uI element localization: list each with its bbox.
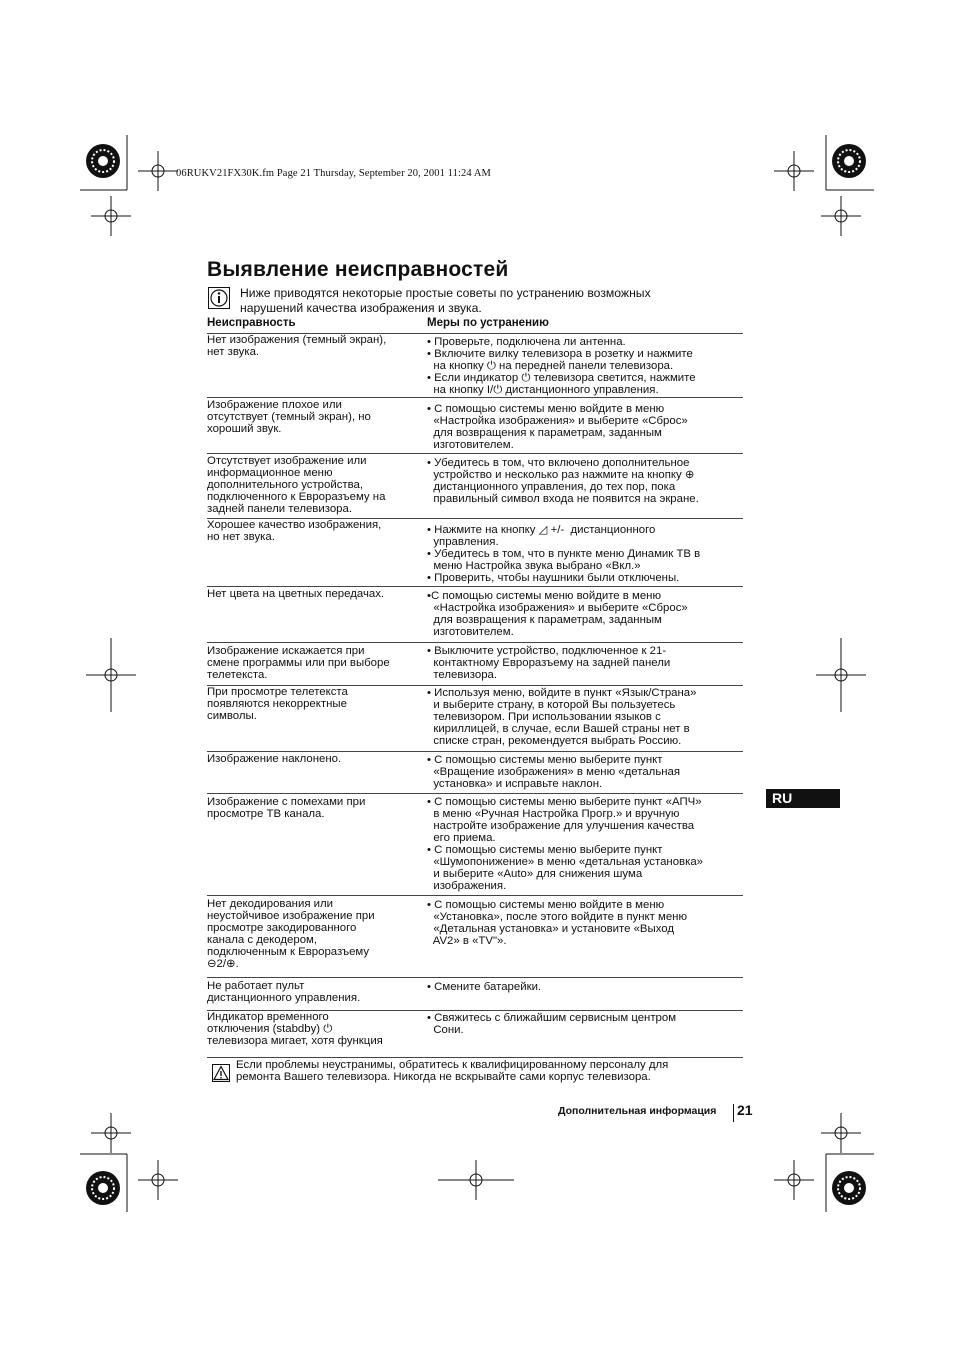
registration-target-icon xyxy=(832,144,866,178)
solution-cell xyxy=(427,796,703,892)
problem-line: просмотре закодированного xyxy=(207,922,357,934)
warning-note-line: Если проблемы неустранимы, обратитесь к квалифицированному персоналу для xyxy=(236,1059,669,1071)
solution-line: настройте изображение для улучшения качества xyxy=(427,820,695,832)
problem-line: задней панели телевизора. xyxy=(207,503,352,515)
registration-target-icon xyxy=(86,144,120,178)
solution-cell xyxy=(427,524,700,584)
problem-line: Индикатор временного xyxy=(207,1011,329,1023)
info-icon xyxy=(208,287,230,309)
footer-divider xyxy=(733,1104,734,1122)
file-header-line: 06RUKV21FX30K.fm Page 21 Thursday, September 20, 2001 11:24 AM xyxy=(176,168,491,179)
problem-line: Нет декодирования или xyxy=(207,898,334,910)
solution-line: для возвращения к параметрам, заданным xyxy=(427,614,662,626)
solution-line: телевизора. xyxy=(427,669,498,681)
problem-line: нет звука. xyxy=(207,346,260,358)
solution-line: • Убедитесь в том, что в пункте меню Динамик ТВ в xyxy=(427,548,701,560)
solution-line: •С помощью системы меню войдите в меню xyxy=(427,590,662,602)
solution-cell xyxy=(427,590,688,638)
problem-line: смене программы или при выборе xyxy=(207,657,390,669)
solution-line: «Настройка изображения» и выберите «Сброс» xyxy=(427,415,688,427)
problem-line: Нет цвета на цветных передачах. xyxy=(207,588,385,600)
solution-line: «Настройка изображения» и выберите «Сброс» xyxy=(427,602,688,614)
crosshair-icon xyxy=(91,1113,131,1153)
solution-line: • С помощью системы меню выберите пункт xyxy=(427,754,663,766)
column-header-problem: Неисправность xyxy=(207,317,296,329)
row-divider xyxy=(207,751,743,752)
problem-cell xyxy=(207,753,341,765)
crosshair-icon xyxy=(774,1160,814,1200)
solution-line: устройство и несколько раз нажмите на кнопку ⊕ xyxy=(427,469,695,481)
problem-line: неустойчивое изображение при xyxy=(207,910,375,922)
footer-section-title: Дополнительная информация xyxy=(558,1105,717,1117)
problem-cell xyxy=(207,519,381,543)
problem-line: Нет изображения (темный экран), xyxy=(207,334,387,346)
solution-line: меню Настройка звука выбрано «Вкл.» xyxy=(427,560,641,572)
problem-line: Не работает пульт xyxy=(207,980,305,992)
problem-line: дополнительного устройства, xyxy=(207,479,364,491)
problem-cell xyxy=(207,334,386,358)
problem-line: Изображение плохое или xyxy=(207,399,342,411)
row-divider xyxy=(207,453,743,454)
crosshair-icon xyxy=(438,1160,514,1200)
solution-line: его приема. xyxy=(427,832,496,844)
solution-line: телевизором. При использовании языков с xyxy=(427,711,661,723)
solution-line: • С помощью системы меню выберите пункт xyxy=(427,844,663,856)
solution-cell xyxy=(427,336,696,396)
crosshair-icon xyxy=(816,638,866,712)
intro-line: нарушений качества изображения и звука. xyxy=(240,300,482,315)
crosshair-icon xyxy=(138,151,178,191)
problem-cell xyxy=(207,796,365,820)
solution-line: • Проверьте, подключена ли антенна. xyxy=(427,336,626,348)
solution-line: изготовителем. xyxy=(427,626,514,638)
row-divider xyxy=(207,793,743,794)
crosshair-icon xyxy=(821,1113,861,1153)
problem-cell xyxy=(207,1011,383,1047)
problem-line: Изображение наклонено. xyxy=(207,753,342,765)
table-bottom-rule xyxy=(207,1057,743,1058)
problem-line: подключенным к Евроразъему xyxy=(207,946,370,958)
solution-line: Сони. xyxy=(427,1024,464,1036)
solution-line: • Если индикатор ⏻ телевизора светится, нажмите xyxy=(427,372,696,384)
problem-line: просмотре ТВ канала. xyxy=(207,808,325,820)
solution-cell xyxy=(427,687,696,747)
solution-line: дистанционного управления, до тех пор, пока xyxy=(427,481,676,493)
language-badge: RU xyxy=(766,789,840,808)
solution-cell xyxy=(427,981,541,993)
solution-line: • Выключите устройство, подключенное к 21- xyxy=(427,645,667,657)
solution-line: на кнопку I/⏻ дистанционного управления. xyxy=(427,384,659,396)
solution-cell xyxy=(427,754,680,790)
row-divider xyxy=(207,977,743,978)
problem-line: Отсутствует изображение или xyxy=(207,455,367,467)
solution-cell xyxy=(427,403,688,451)
registration-target-icon xyxy=(86,1171,120,1205)
solution-line: • Используя меню, войдите в пункт «Язык/Страна» xyxy=(427,687,697,699)
problem-cell xyxy=(207,588,384,600)
solution-line: контактному Евроразъему на задней панели xyxy=(427,657,671,669)
solution-line: «Детальная установка» и установите «Выход xyxy=(427,923,674,935)
problem-line: Изображение искажается при xyxy=(207,645,365,657)
solution-line: кириллицей, в случае, если Вашей страны нет в xyxy=(427,723,690,735)
warning-icon xyxy=(212,1064,230,1082)
solution-cell xyxy=(427,899,687,947)
solution-line: • Смените батарейки. xyxy=(427,981,542,993)
solution-line: списке стран, рекомендуется выбрать Россию. xyxy=(427,735,682,747)
row-divider xyxy=(207,895,743,896)
problem-cell xyxy=(207,455,385,515)
solution-line: • Свяжитесь с ближайшим сервисным центром xyxy=(427,1012,677,1024)
warning-note-line: ремонта Вашего телевизора. Никогда не вскрывайте сами корпус телевизора. xyxy=(236,1071,651,1083)
row-divider xyxy=(207,586,743,587)
crosshair-icon xyxy=(774,151,814,191)
problem-line: телетекста. xyxy=(207,669,268,681)
problem-line: отсутствует (темный экран), но xyxy=(207,411,371,423)
intro-text xyxy=(240,286,740,315)
solution-line: • С помощью системы меню войдите в меню xyxy=(427,403,665,415)
page-title: Выявление неисправностей xyxy=(207,258,509,281)
solution-line: AV2» в «TV"». xyxy=(427,935,507,947)
solution-line: • С помощью системы меню войдите в меню xyxy=(427,899,665,911)
column-header-solution: Меры по устранению xyxy=(427,317,549,329)
problem-line: Изображение с помехами при xyxy=(207,796,366,808)
problem-cell xyxy=(207,898,375,970)
crosshair-icon xyxy=(821,196,861,236)
problem-cell xyxy=(207,980,360,1004)
solution-line: «Шумопонижение» в меню «детальная установка» xyxy=(427,856,703,868)
solution-line: • Нажмите на кнопку ◿ +/- дистанционного xyxy=(427,524,656,536)
page-number: 21 xyxy=(737,1102,753,1118)
crosshair-icon xyxy=(86,638,136,712)
solution-line: на кнопку ⏻ на передней панели телевизора. xyxy=(427,360,674,372)
problem-line: отключения (stabdby) ⏻ xyxy=(207,1023,333,1035)
problem-line: Хорошее качество изображения, xyxy=(207,519,382,531)
row-divider xyxy=(207,642,743,643)
warning-note xyxy=(236,1059,668,1083)
intro-line: Ниже приводятся некоторые простые советы по устранению возможных xyxy=(240,286,651,300)
solution-cell xyxy=(427,457,699,505)
solution-line: изготовителем. xyxy=(427,439,514,451)
solution-line: • Включите вилку телевизора в розетку и нажмите xyxy=(427,348,693,360)
solution-cell xyxy=(427,645,670,681)
solution-line: установка» и исправьте наклон. xyxy=(427,778,603,790)
solution-line: правильный символ входа не появится на экране. xyxy=(427,493,699,505)
row-divider xyxy=(207,397,743,398)
solution-line: и выберите «Auto» для снижения шума xyxy=(427,868,643,880)
problem-line: ⊖2/⊕. xyxy=(207,958,239,970)
crosshair-icon xyxy=(138,1160,178,1200)
registration-target-icon xyxy=(832,1171,866,1205)
problem-line: При просмотре телетекста xyxy=(207,686,348,698)
problem-line: канала с декодером, xyxy=(207,934,318,946)
problem-cell xyxy=(207,399,371,435)
solution-line: «Установка», после этого войдите в пункт меню xyxy=(427,911,687,923)
solution-line: • Убедитесь в том, что включено дополнительное xyxy=(427,457,690,469)
problem-line: появляются некорректные xyxy=(207,698,347,710)
solution-line: изображения. xyxy=(427,880,507,892)
problem-line: телевизора мигает, хотя функция xyxy=(207,1035,383,1047)
solution-line: • Проверить, чтобы наушники были отключены. xyxy=(427,572,680,584)
solution-line: «Вращение изображения» в меню «детальная xyxy=(427,766,681,778)
solution-line: • С помощью системы меню выберите пункт «АПЧ» xyxy=(427,796,702,808)
crosshair-icon xyxy=(91,196,131,236)
solution-cell xyxy=(427,1012,676,1036)
problem-line: хороший звук. xyxy=(207,423,282,435)
solution-line: управления. xyxy=(427,536,499,548)
problem-line: символы. xyxy=(207,710,257,722)
solution-line: и выберите страну, в которой Вы пользуетесь xyxy=(427,699,676,711)
problem-line: дистанционного управления. xyxy=(207,992,361,1004)
problem-cell xyxy=(207,645,390,681)
solution-line: в меню «Ручная Настройка Прогр.» и вручную xyxy=(427,808,680,820)
problem-line: информационное меню xyxy=(207,467,333,479)
solution-line: для возвращения к параметрам, заданным xyxy=(427,427,662,439)
problem-line: подключенного к Евроразъему на xyxy=(207,491,386,503)
problem-line: но нет звука. xyxy=(207,531,275,543)
problem-cell xyxy=(207,686,348,722)
